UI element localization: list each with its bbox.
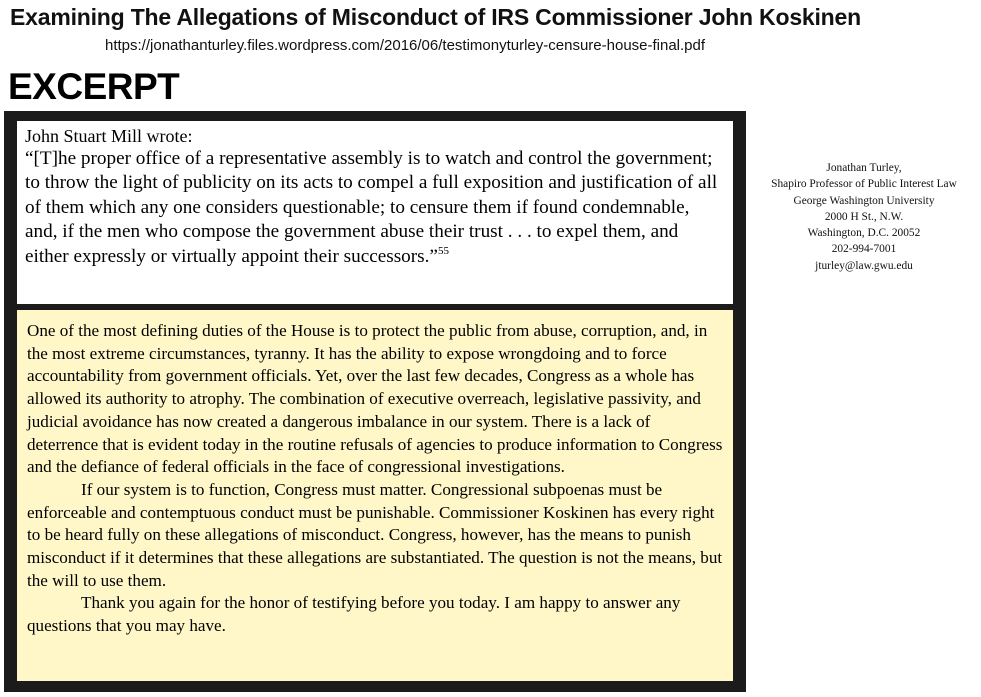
author-street: 2000 H St., N.W. [824, 210, 904, 223]
mill-quote-box [17, 121, 733, 304]
testimony-box [17, 310, 733, 681]
testimony-paragraph-2: If our system is to function, Congress must matter. Congressional subpoenas must be enforceable and contemptuous conduct must be punishable. Commissioner Koskinen has every right to be heard fully on these allegations of misconduct. Congress, however, has the means to punish misconduct if it determines that these allegations are substantiated. The question is not the means, but the will to use them. [27, 479, 723, 590]
author-email: jturley@law.gwu.edu [815, 259, 913, 272]
quote-intro: John Stuart Mill wrote: [25, 126, 193, 146]
footnote-marker: 55 [437, 244, 449, 257]
testimony-paragraph-1: One of the most defining duties of the House is to protect the public from abuse, corruption, and, in the most extreme circumstances, tyranny. It has the ability to expose wrongdoing and to force accountability from government officials. Yet, over the last few decades, Congress as a whole has allowed its authority to atrophy. The combination of executive overreach, legislative passivity, and judicial avoidance has now created a dangerous imbalance in our system. There is a lack of deterrence that is evident today in the routine refusals of agencies to produce information to Congress and the defiance of federal officials in the face of congressional investigations. [27, 321, 723, 477]
source-url: https://jonathanturley.files.wordpress.com/2016/06/testimonyturley-censure-house-final.pdf [105, 37, 706, 54]
author-phone: 202-994-7001 [831, 243, 897, 256]
author-city: Washington, D.C. 20052 [807, 227, 921, 240]
document-title: Examining The Allegations of Misconduct of IRS Commissioner John Koskinen [10, 4, 861, 30]
quote-text-container [25, 147, 723, 269]
author-title: Shapiro Professor of Public Interest Law [771, 178, 957, 191]
author-contact-block [750, 160, 978, 274]
author-name: Jonathan Turley, [826, 162, 902, 174]
excerpt-label: EXCERPT [8, 66, 180, 107]
author-university: George Washington University [793, 194, 935, 207]
testimony-paragraph-3: Thank you again for the honor of testifying before you today. I am happy to answer any questions that you may have. [27, 593, 681, 636]
excerpt-frame [4, 111, 746, 692]
quote-text: “[T]he proper office of a representative assembly is to watch and control the government; to throw the light of publicity on its acts to compel a full exposition and justification of all of them which any one considers questionable; to censure them if found condemnable, and, if the men who compose the government abuse their trust . . . to expel them, and either expressly or virtually appoint their successors.” [25, 148, 718, 267]
